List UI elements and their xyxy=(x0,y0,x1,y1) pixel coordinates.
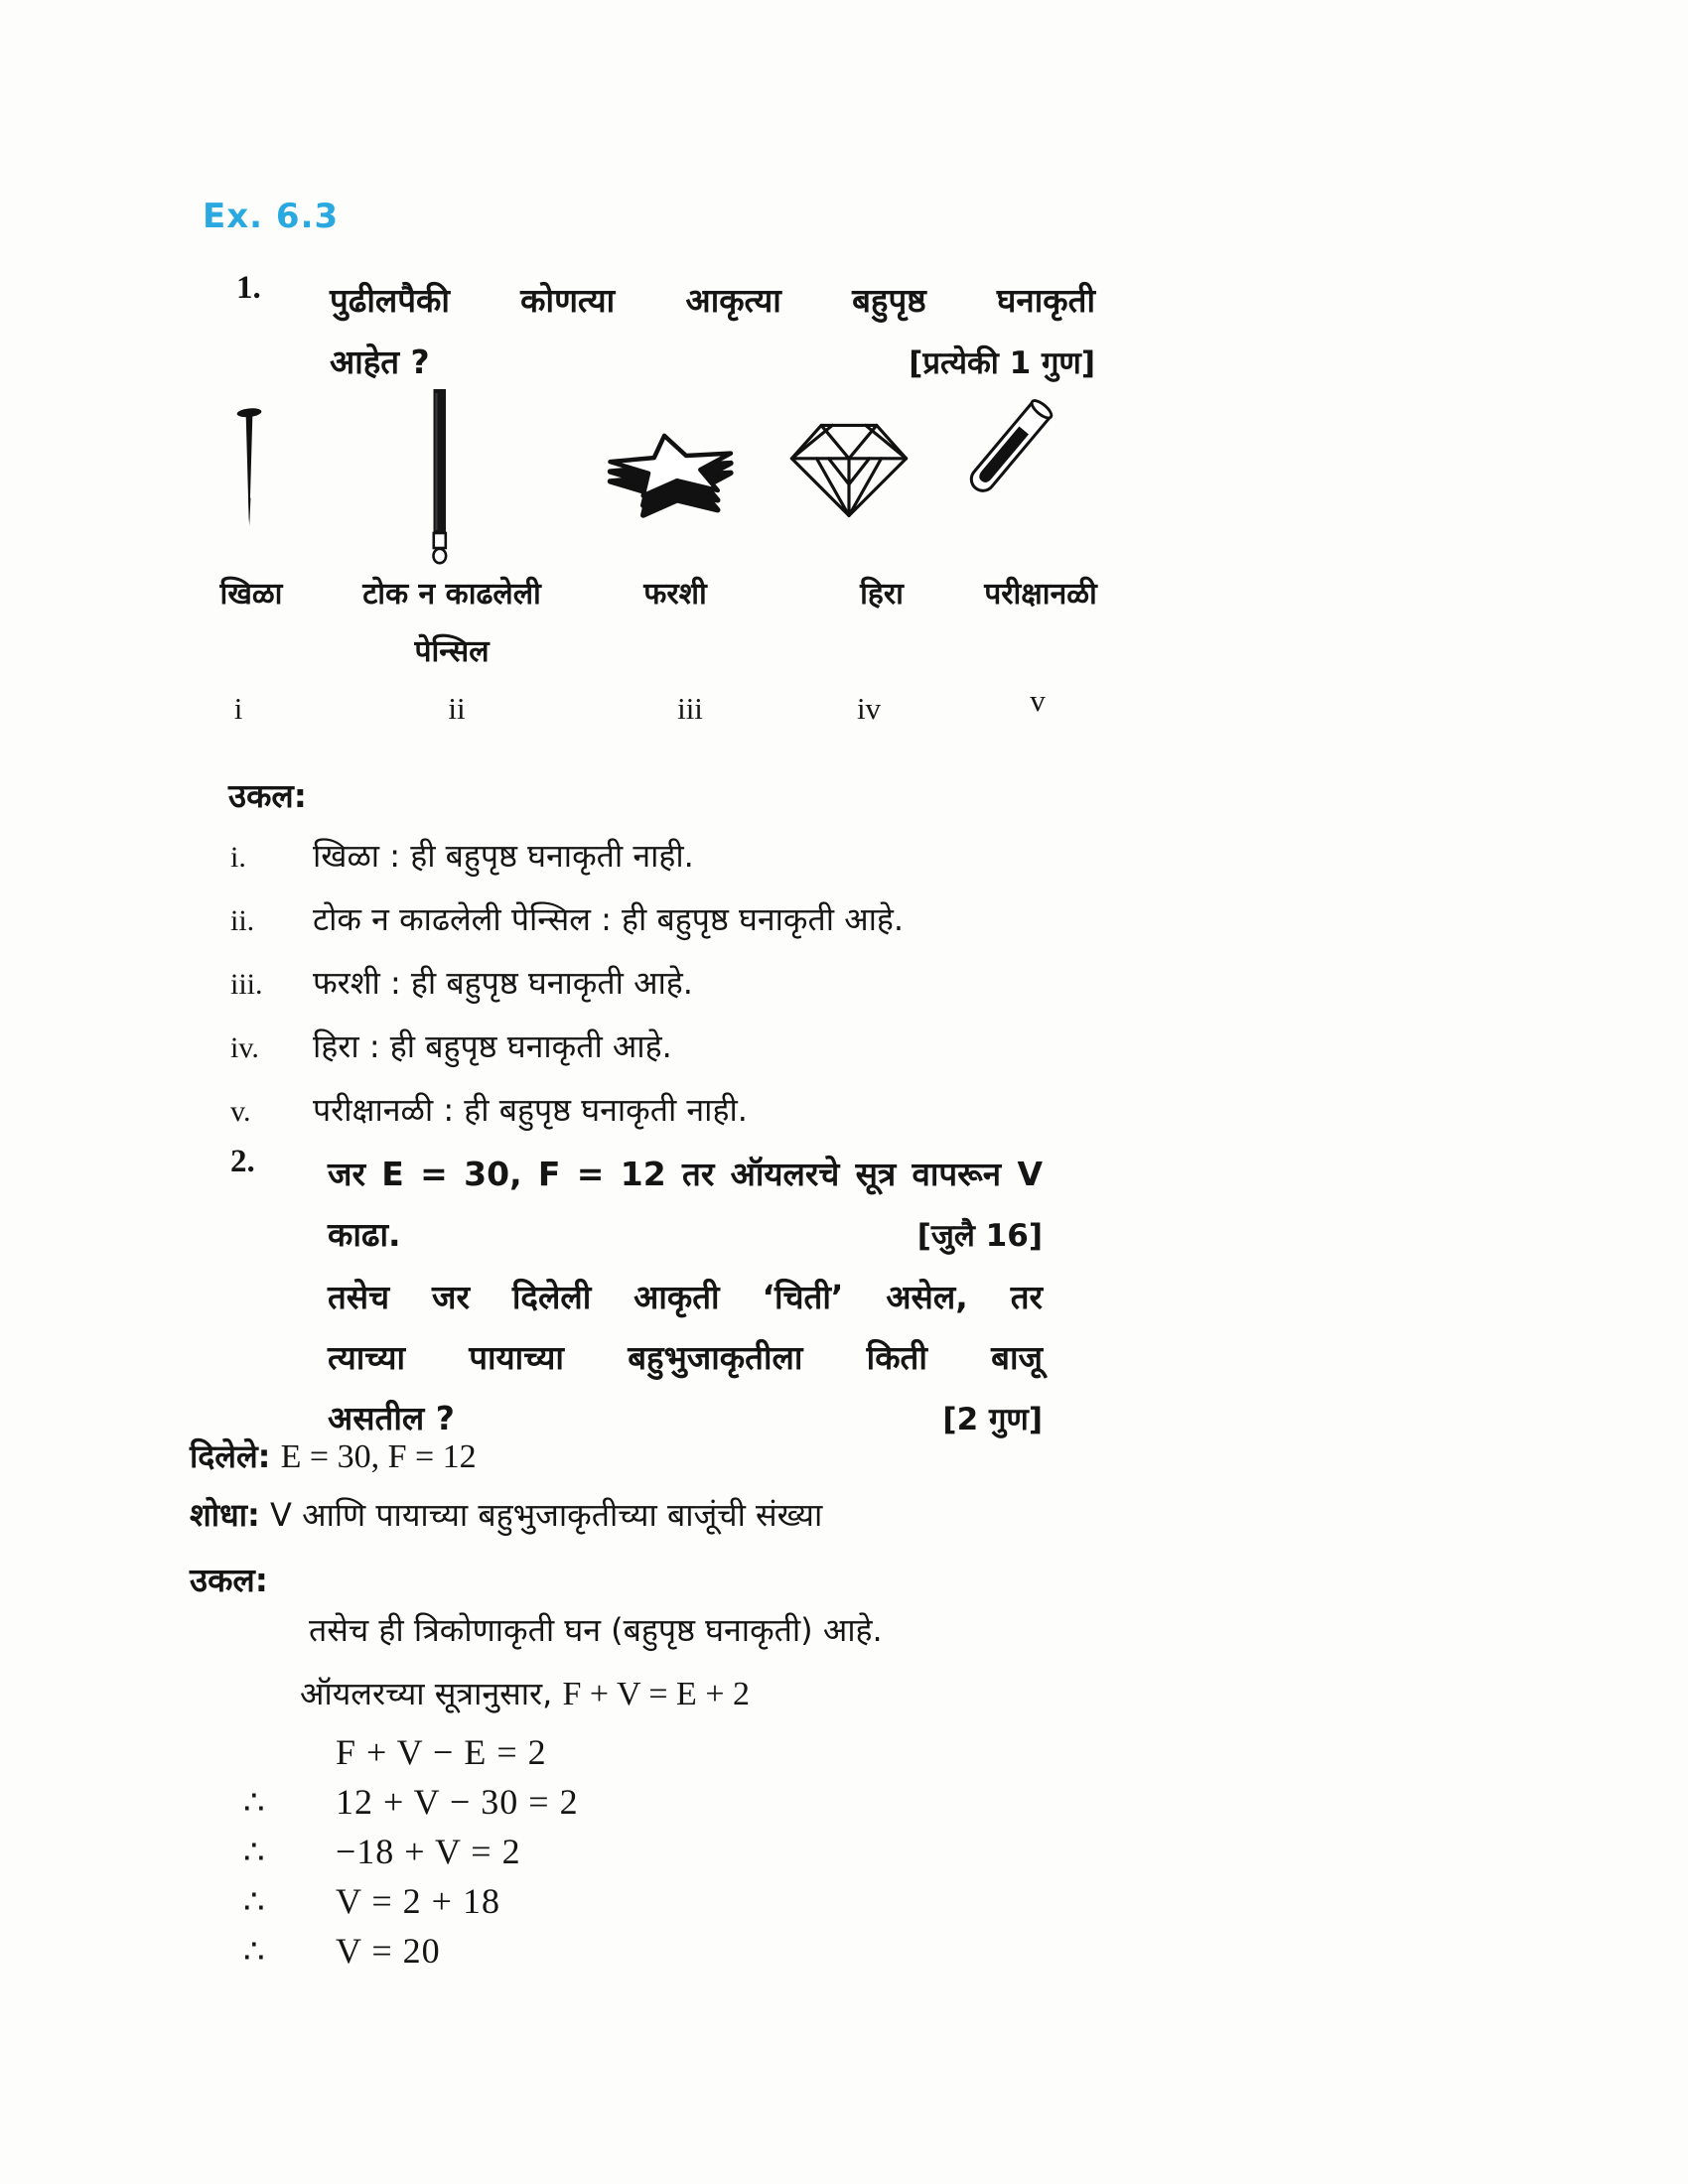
solution-2-note1: तसेच ही त्रिकोणाकृती घन (बहुपृष्ठ घनाकृती) आहे. xyxy=(309,1611,883,1649)
question-2-line3: तसेच जर दिलेली आकृती ‘चिती’ असेल, तर xyxy=(328,1278,1043,1316)
item-numeral: iii. xyxy=(230,968,263,1001)
item-text: फरशी : ही बहुपृष्ठ घनाकृती आहे. xyxy=(313,964,693,1002)
given-label: दिलेले: xyxy=(190,1437,271,1475)
question-2-text xyxy=(328,1144,1043,1450)
figures-strip xyxy=(149,385,1132,745)
exercise-title: Ex. 6.3 xyxy=(203,197,340,236)
find-line xyxy=(190,1493,822,1536)
diamond-icon xyxy=(782,418,915,521)
therefore-symbol: ∴ xyxy=(243,1835,265,1871)
question-2-marks-july: [जुलै 16] xyxy=(916,1218,1043,1254)
euler-formula-prefix: ऑयलरच्या सूत्रानुसार, xyxy=(300,1675,553,1712)
solution-item-iv xyxy=(230,1024,1124,1088)
equation-steps xyxy=(243,1731,579,1979)
equation-step-4 xyxy=(243,1880,579,1930)
therefore-symbol: ∴ xyxy=(243,1884,265,1921)
item-text: परीक्षानळी : ही बहुपृष्ठ घनाकृती नाही. xyxy=(313,1091,748,1129)
question-2-line4: त्याच्या पायाच्या बहुभुजाकृतीला किती बाजू xyxy=(328,1338,1043,1377)
item-text: हिरा : ही बहुपृष्ठ घनाकृती आहे. xyxy=(313,1027,672,1065)
question-2 xyxy=(230,1144,1043,1450)
equation-step-5 xyxy=(243,1930,579,1979)
item-numeral: ii. xyxy=(230,904,255,937)
tile-icon xyxy=(598,423,749,534)
figure-label-tile: फरशी xyxy=(643,577,707,612)
item-text: खिळा : ही बहुपृष्ठ घनाकृती नाही. xyxy=(313,837,694,875)
figure-numeral-v: v xyxy=(1030,683,1046,718)
solution-item-iii xyxy=(230,961,1124,1024)
figure-numeral-iv: iv xyxy=(856,691,882,726)
question-1-line1: पुढीलपैकी कोणत्या आकृत्या बहुपृष्ठ घनाकृती xyxy=(330,281,1095,320)
solution-1-list xyxy=(230,834,1124,1152)
equation: F + V − E = 2 xyxy=(336,1732,547,1772)
equation: V = 2 + 18 xyxy=(336,1881,500,1921)
question-2-line2: काढा. xyxy=(328,1215,401,1254)
equation-step-2 xyxy=(243,1781,579,1831)
item-numeral: i. xyxy=(230,841,246,874)
question-1-marks: [प्रत्येकी 1 गुण] xyxy=(909,345,1095,381)
solution-2-note2 xyxy=(300,1672,750,1714)
given-value: E = 30, F = 12 xyxy=(280,1438,477,1475)
figure-numeral-iii: iii xyxy=(677,691,703,726)
question-2-line1: जर E = 30, F = 12 तर ऑयलरचे सूत्र वापरून V xyxy=(328,1155,1043,1193)
euler-formula: F + V = E + 2 xyxy=(562,1676,750,1712)
solution-item-ii xyxy=(230,897,1124,961)
figure-label-pencil: टोक न काढलेली पेन्सिल xyxy=(362,577,541,669)
item-numeral: iv. xyxy=(230,1031,259,1064)
item-numeral: v. xyxy=(230,1095,251,1128)
find-label: शोधा: xyxy=(190,1496,260,1534)
therefore-symbol: ∴ xyxy=(243,1934,265,1971)
pencil-icon xyxy=(425,387,454,566)
figure-numeral-i: i xyxy=(233,691,243,726)
figure-label-test-tube: परीक्षानळी xyxy=(984,577,1097,612)
solution-item-i xyxy=(230,834,1124,897)
figure-numeral-ii: ii xyxy=(448,691,466,726)
figure-label-nail: खिळा xyxy=(219,577,283,612)
question-1-text xyxy=(330,270,1095,394)
equation: V = 20 xyxy=(336,1931,441,1971)
question-1-line2: आहेत ? xyxy=(330,342,430,381)
question-2-marks: [2 गुण] xyxy=(942,1402,1043,1437)
solution-2-heading: उकल: xyxy=(190,1561,268,1599)
question-1-number: 1. xyxy=(236,270,261,306)
nail-icon xyxy=(228,403,270,536)
find-value: V आणि पायाच्या बहुभुजाकृतीच्या बाजूंची संख्या xyxy=(270,1496,823,1534)
given-line xyxy=(190,1434,477,1477)
question-2-line5: असतील ? xyxy=(328,1399,455,1437)
equation: 12 + V − 30 = 2 xyxy=(336,1782,579,1822)
equation-step-1 xyxy=(243,1731,579,1781)
figure-label-diamond: हिरा xyxy=(860,577,904,612)
test-tube-icon xyxy=(949,387,1064,514)
question-1 xyxy=(236,270,1098,394)
solution-item-v xyxy=(230,1088,1124,1152)
therefore-symbol: ∴ xyxy=(243,1785,265,1822)
question-2-number: 2. xyxy=(230,1144,255,1179)
solution-1-heading: उकल: xyxy=(228,776,307,815)
item-text: टोक न काढलेली पेन्सिल : ही बहुपृष्ठ घनाकृती आहे. xyxy=(313,900,905,938)
equation-step-3 xyxy=(243,1831,579,1880)
equation: −18 + V = 2 xyxy=(336,1832,521,1871)
